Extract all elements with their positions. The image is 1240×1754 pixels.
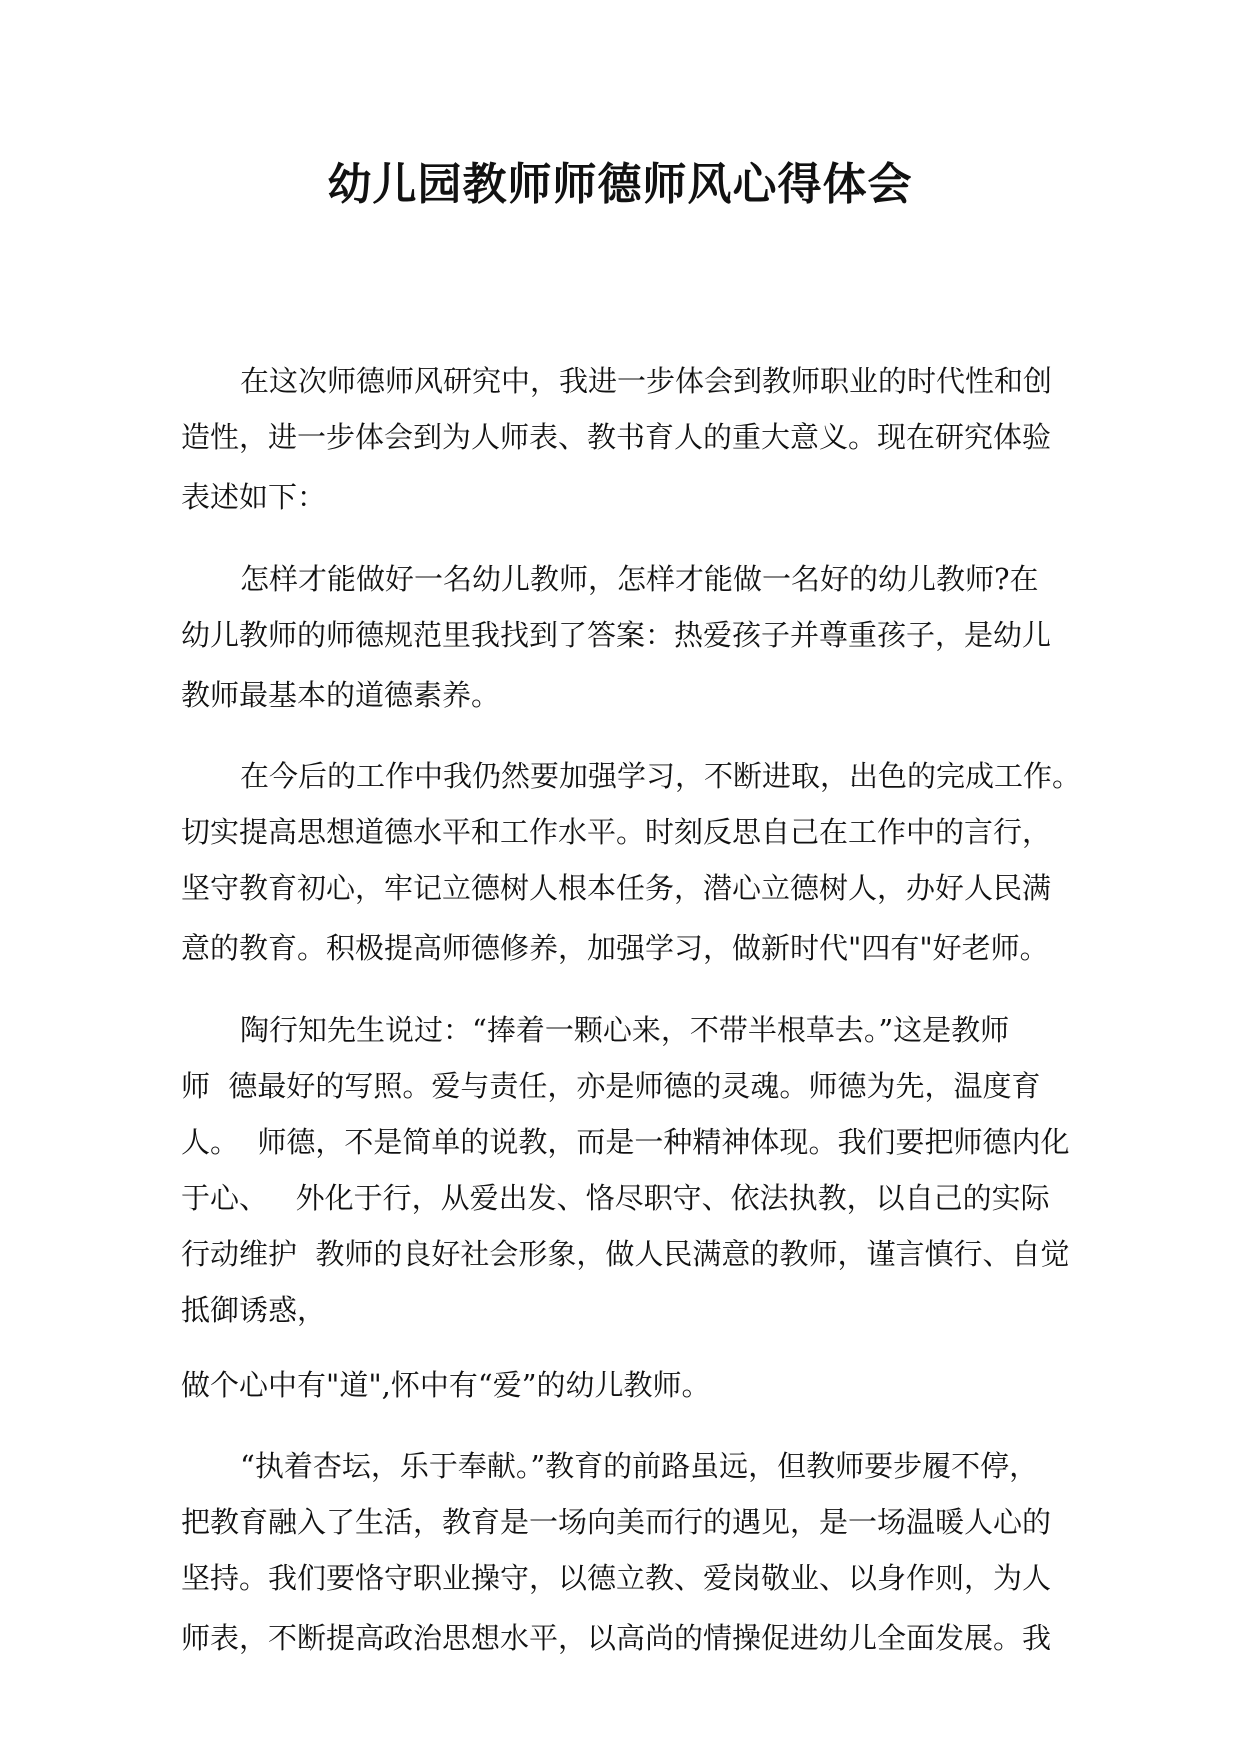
text-line: 把教育融入了生活，教育是一场向美而行的遇见，是一场温暖人心的 [181,1505,1052,1539]
text-line: 坚持。我们要恪守职业操守，以德立教、爱岗敬业、以身作则，为人 [181,1561,1052,1595]
text-line: 意的教育。积极提高师德修养，加强学习，做新时代"四有"好老师。 [181,931,1049,965]
text-line: 怎样才能做好一名幼儿教师，怎样才能做一名好的幼儿教师?在 [240,562,1039,596]
text-line: 人。 师德，不是简单的说教，而是一种精神体现。我们要把师德内化 [181,1125,1070,1159]
text-line: 行动维护 教师的良好社会形象，做人民满意的教师，谨言慎行、自觉 [181,1237,1070,1271]
text-line: 切实提高思想道德水平和工作水平。时刻反思自己在工作中的言行， [181,815,1052,849]
text-line: 师 德最好的写照。爱与责任，亦是师德的灵魂。师德为先，温度育 [181,1069,1041,1103]
text-line: 师表，不断提高政治思想水平，以高尚的情操促进幼儿全面发展。我 [181,1621,1052,1655]
text-line: 表述如下： [181,480,327,514]
text-line: 于心、 外化于行，从爱出发、恪尽职守、依法执教，以自己的实际 [181,1181,1050,1215]
text-line: 造性，进一步体会到为人师表、教书育人的重大意义。现在研究体验 [181,420,1052,454]
text-line: 幼儿教师的师德规范里我找到了答案：热爱孩子并尊重孩子，是幼儿 [181,618,1052,652]
text-line: 坚守教育初心，牢记立德树人根本任务，潜心立德树人，办好人民满 [181,871,1052,905]
text-line: “执着杏坛，乐于奉献。”教育的前路虽远，但教师要步履不停， [240,1449,1039,1483]
text-line: 教师最基本的道德素养。 [181,678,501,712]
text-line: 抵御诱惑， [181,1293,327,1327]
document-title: 幼儿园教师师德师风心得体会 [327,159,913,210]
text-line: 在这次师德师风研究中，我进一步体会到教师职业的时代性和创 [240,364,1053,398]
text-line: 在今后的工作中我仍然要加强学习，不断进取，出色的完成工作。 [240,759,1082,793]
text-line: 做个心中有"道",怀中有“爱”的幼儿教师。 [181,1368,711,1402]
text-line: 陶行知先生说过：“捧着一颗心来，不带半根草去。”这是教师 [240,1013,1010,1047]
